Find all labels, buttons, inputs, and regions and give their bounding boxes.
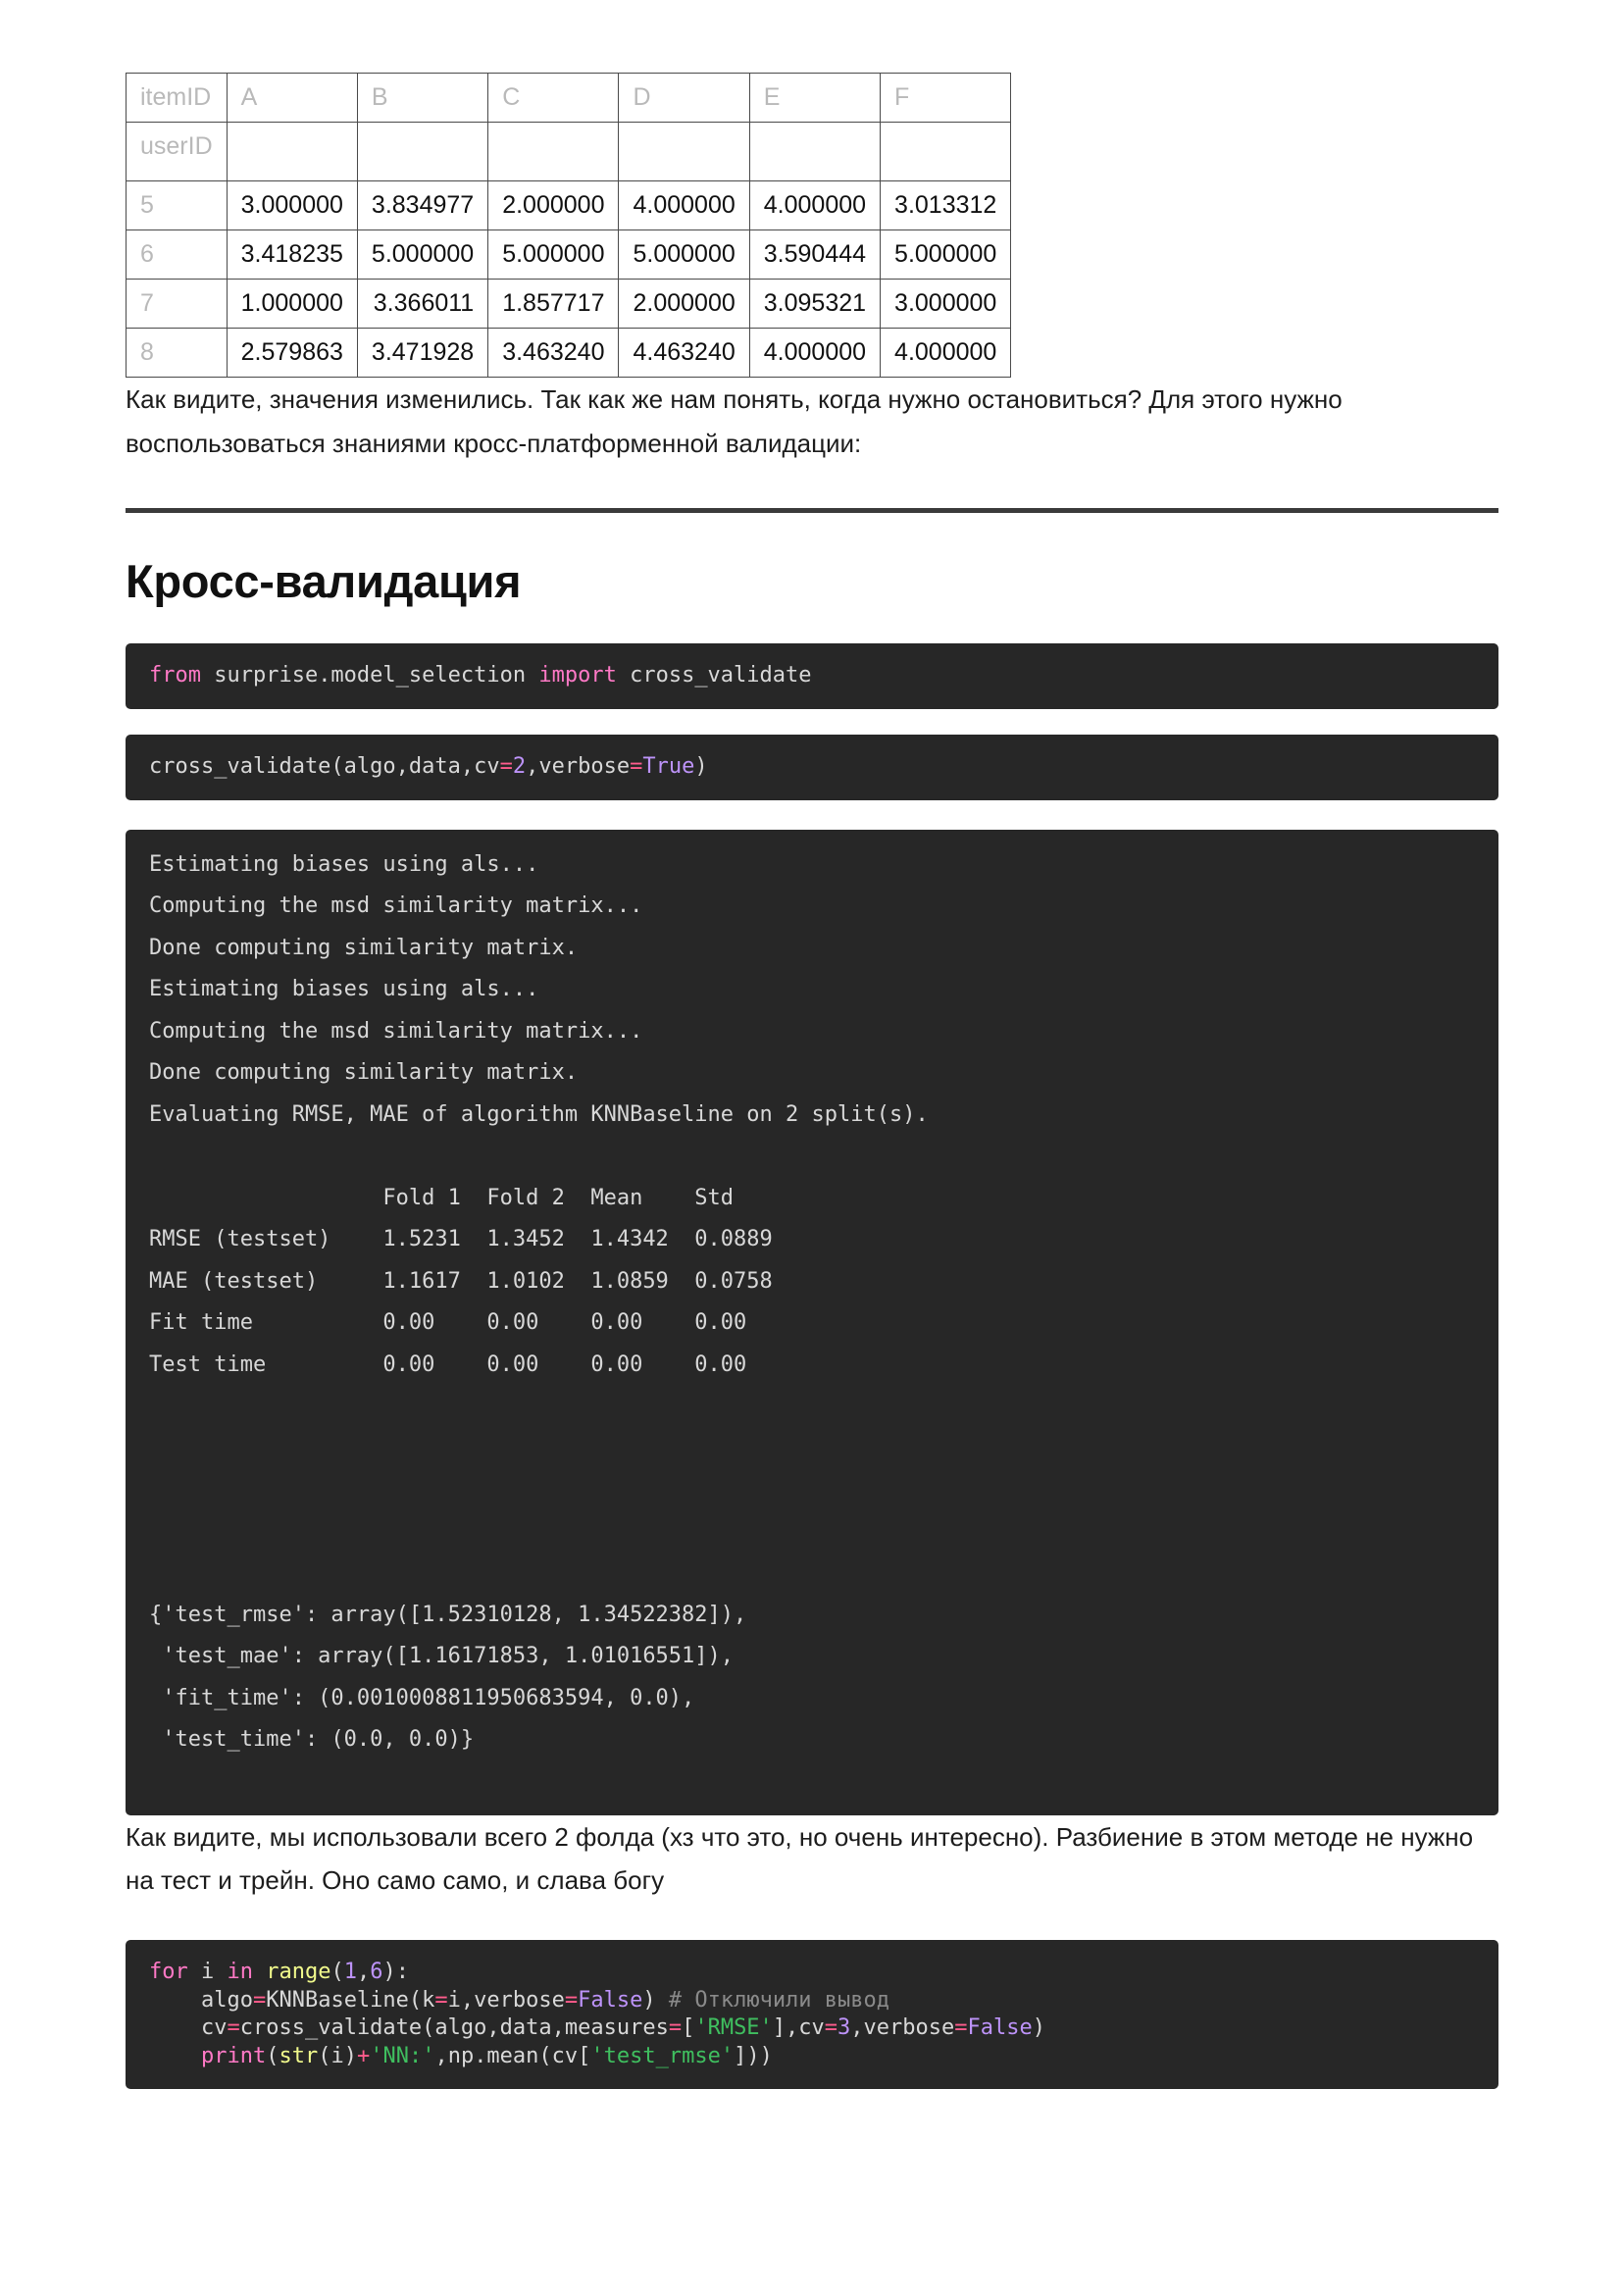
userid-spacer-f xyxy=(881,123,1011,181)
column-header-c: C xyxy=(488,74,619,123)
output-result-line: {'test_rmse': array([1.52310128, 1.34522382]), xyxy=(149,1602,747,1627)
code-cell-cross-validate[interactable] xyxy=(126,735,1498,800)
output-line: Computing the msd similarity matrix... xyxy=(149,893,643,919)
close-paren-colon: ): xyxy=(382,1960,409,1985)
cell: 3.471928 xyxy=(357,329,487,378)
code-cell-loop[interactable] xyxy=(126,1940,1498,2089)
cell: 4.000000 xyxy=(881,329,1011,378)
keyword-import: import xyxy=(538,663,617,688)
operator-equals: = xyxy=(434,1987,448,2013)
column-header-d: D xyxy=(619,74,749,123)
cell: 2.000000 xyxy=(488,181,619,230)
keyword-for: for xyxy=(149,1960,188,1985)
output-line: Done computing similarity matrix. xyxy=(149,1060,579,1086)
operator-equals: = xyxy=(954,2015,968,2041)
output-line: Estimating biases using als... xyxy=(149,977,539,1002)
operator-plus: + xyxy=(356,2043,371,2068)
paragraph-intro: Как видите, значения изменились. Так как же нам понять, когда нужно остановиться? Для этого нужно воспользоваться знаниями кросс-платформенной валидации: xyxy=(126,384,1343,458)
arg-verbose: ,verbose xyxy=(850,2015,955,2041)
userid-spacer-d xyxy=(619,123,749,181)
output-blank-line xyxy=(149,1143,1475,1185)
section-divider xyxy=(126,508,1498,513)
table-row xyxy=(127,230,1011,280)
cell: 1.857717 xyxy=(488,280,619,329)
output-blank-line xyxy=(149,1435,1475,1477)
cell: 3.463240 xyxy=(488,329,619,378)
operator-equals: = xyxy=(668,2015,683,2041)
cell: 3.000000 xyxy=(227,181,357,230)
builtin-range: range xyxy=(253,1960,331,1985)
number-stop: 6 xyxy=(370,1960,383,1985)
comma: , xyxy=(356,1960,371,1985)
column-header-f: F xyxy=(881,74,1011,123)
loop-var: i xyxy=(187,1960,228,1985)
output-result-line: 'test_mae': array([1.16171853, 1.01016551]), xyxy=(149,1644,735,1669)
cell: 4.463240 xyxy=(619,329,749,378)
arg-i: (i) xyxy=(318,2043,357,2068)
module-path: surprise.model_selection xyxy=(200,663,539,688)
column-header-e: E xyxy=(749,74,880,123)
number-cv: 2 xyxy=(512,754,527,780)
keyword-from: from xyxy=(149,663,201,688)
close-paren: ) xyxy=(642,1987,656,2013)
indent xyxy=(149,2044,201,2068)
operator-equals: = xyxy=(252,1987,267,2013)
output-metrics-row: RMSE (testset) 1.5231 1.3452 1.4342 0.0889 xyxy=(149,1227,773,1252)
dataframe-head xyxy=(127,74,1011,181)
output-blank-line xyxy=(149,1476,1475,1518)
itemid-corner-label: itemID xyxy=(127,74,228,123)
keyword-in: in xyxy=(227,1960,253,1985)
cell: 5.000000 xyxy=(619,230,749,280)
operator-equals: = xyxy=(630,754,643,780)
output-metrics-header: Fold 1 Fold 2 Mean Std xyxy=(149,1185,735,1210)
output-line: Computing the msd similarity matrix... xyxy=(149,1018,643,1044)
column-header-b: B xyxy=(357,74,487,123)
cell: 3.366011 xyxy=(357,280,487,329)
constant-false: False xyxy=(967,2015,1033,2041)
userid-row xyxy=(127,123,1011,181)
operator-equals: = xyxy=(227,2015,240,2041)
cell: 2.579863 xyxy=(227,329,357,378)
cell: 2.000000 xyxy=(619,280,749,329)
string-rmse: 'RMSE' xyxy=(694,2015,773,2041)
output-line: Estimating biases using als... xyxy=(149,851,539,877)
output-result-line: 'test_time': (0.0, 0.0)} xyxy=(149,1727,475,1753)
output-metrics-row: MAE (testset) 1.1617 1.0102 1.0859 0.0758 xyxy=(149,1268,773,1294)
dataframe-container xyxy=(126,0,1498,378)
constant-false: False xyxy=(578,1987,643,2013)
open-paren: ( xyxy=(330,1960,344,1985)
operator-equals: = xyxy=(824,2015,838,2041)
output-line: Evaluating RMSE, MAE of algorithm KNNBaseline on 2 split(s). xyxy=(149,1101,929,1127)
table-row xyxy=(127,280,1011,329)
page-title: Кросс-валидация xyxy=(126,555,522,608)
close-paren: ) xyxy=(1032,2015,1045,2041)
close-brackets: ])) xyxy=(734,2043,773,2068)
column-header-a: A xyxy=(227,74,357,123)
cell: 3.590444 xyxy=(749,230,880,280)
cell: 5.000000 xyxy=(881,230,1011,280)
operator-equals: = xyxy=(564,1987,579,2013)
cell: 5.000000 xyxy=(357,230,487,280)
ratings-dataframe xyxy=(126,73,1011,378)
row-index: 8 xyxy=(127,329,228,378)
arg-verbose: i,verbose xyxy=(447,1987,565,2013)
table-row xyxy=(127,329,1011,378)
call-np-mean: ,np.mean(cv[ xyxy=(434,2043,591,2068)
imported-name: cross_validate xyxy=(616,663,812,688)
cell: 4.000000 xyxy=(749,181,880,230)
paragraph-conclusion: Как видите, мы использовали всего 2 фолда (хз что это, но очень интересно). Разбиение в этом методе не нужно на тест и трейн. Оно само само, и слава богу xyxy=(126,1821,1474,1896)
dataframe-body xyxy=(127,181,1011,378)
builtin-str: str xyxy=(279,2043,319,2068)
number-cv: 3 xyxy=(837,2015,851,2041)
assign-algo: algo xyxy=(149,1987,253,2013)
cell: 3.000000 xyxy=(881,280,1011,329)
output-blank-line xyxy=(149,1393,1475,1435)
userid-spacer-c xyxy=(488,123,619,181)
close-bracket-cv: ],cv xyxy=(772,2015,825,2041)
cell: 1.000000 xyxy=(227,280,357,329)
cell: 4.000000 xyxy=(619,181,749,230)
string-test-rmse: 'test_rmse' xyxy=(590,2043,735,2068)
arg-verbose: ,verbose xyxy=(526,754,631,780)
userid-corner-label: userID xyxy=(127,123,228,181)
call-knnbaseline: KNNBaseline(k xyxy=(266,1987,435,2013)
output-line: Done computing similarity matrix. xyxy=(149,935,579,960)
row-index: 7 xyxy=(127,280,228,329)
cell: 4.000000 xyxy=(749,329,880,378)
cell: 5.000000 xyxy=(488,230,619,280)
number-start: 1 xyxy=(343,1960,357,1985)
userid-spacer-a xyxy=(227,123,357,181)
itemid-row xyxy=(127,74,1011,123)
operator-equals: = xyxy=(499,754,513,780)
row-index: 5 xyxy=(127,181,228,230)
inline-comment: # Отключили вывод xyxy=(655,1987,890,2013)
cell: 3.013312 xyxy=(881,181,1011,230)
string-nn: 'NN:' xyxy=(370,2043,435,2068)
output-blank-line xyxy=(149,1518,1475,1560)
userid-spacer-e xyxy=(749,123,880,181)
close-paren: ) xyxy=(694,754,708,780)
userid-spacer-b xyxy=(357,123,487,181)
row-index: 6 xyxy=(127,230,228,280)
code-cell-import[interactable] xyxy=(126,643,1498,709)
open-bracket: [ xyxy=(682,2015,695,2041)
output-result-line: 'fit_time': (0.0010008811950683594, 0.0), xyxy=(149,1685,695,1710)
output-blank-line xyxy=(149,1559,1475,1602)
cell: 3.418235 xyxy=(227,230,357,280)
output-metrics-row: Fit time 0.00 0.00 0.00 0.00 xyxy=(149,1310,747,1336)
open-paren: ( xyxy=(266,2043,279,2068)
cell: 3.095321 xyxy=(749,280,880,329)
call-cross-validate: cross_validate(algo,data,measures xyxy=(239,2015,669,2041)
constant-true: True xyxy=(642,754,695,780)
cell: 3.834977 xyxy=(357,181,487,230)
table-row xyxy=(127,181,1011,230)
output-metrics-row: Test time 0.00 0.00 0.00 0.00 xyxy=(149,1351,747,1377)
code-output-cell xyxy=(126,830,1498,1815)
assign-cv: cv xyxy=(149,2015,228,2041)
call-expression: cross_validate(algo,data,cv xyxy=(149,754,500,780)
builtin-print: print xyxy=(200,2043,267,2068)
